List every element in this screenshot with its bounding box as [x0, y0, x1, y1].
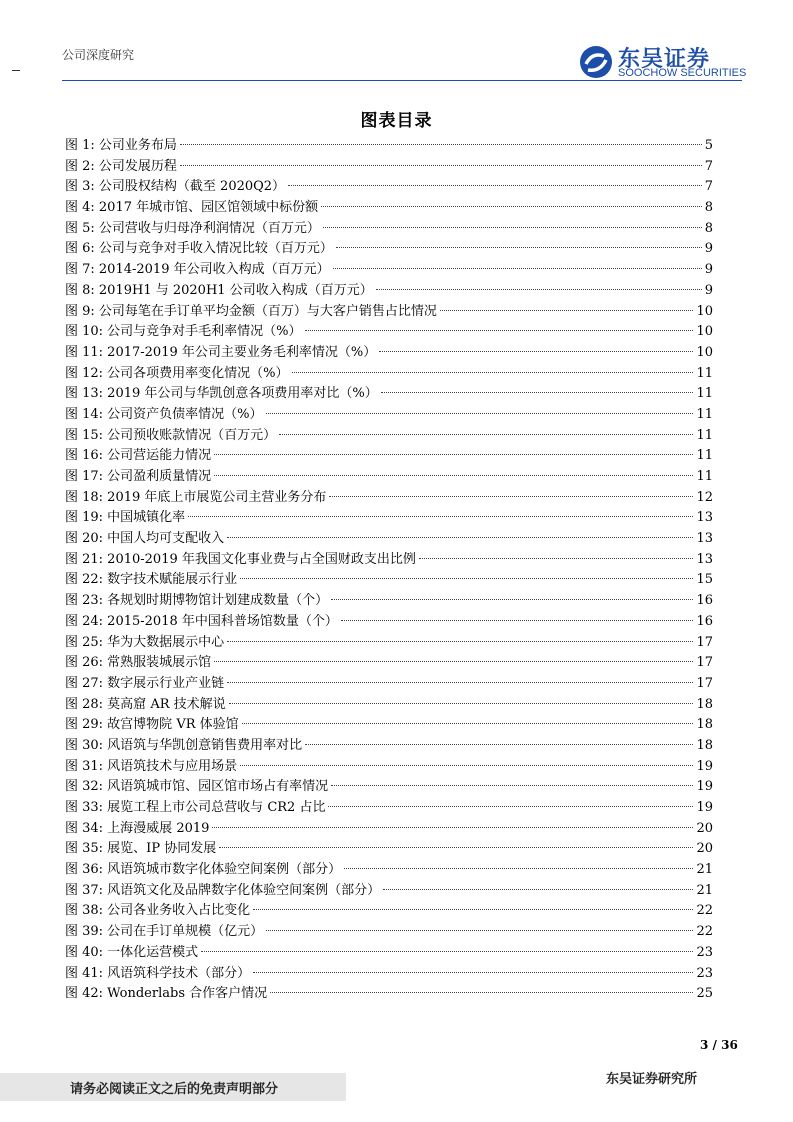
toc-entry-label[interactable]: 图 10: 公司与竞争对手毛利率情况（%） [65, 324, 302, 340]
toc-leader-dots [333, 268, 702, 269]
toc-entry-label[interactable]: 图 11: 2017-2019 年公司主要业务毛利率情况（%） [65, 344, 377, 360]
toc-entry-page[interactable]: 18 [696, 737, 713, 753]
toc-entry-page[interactable]: 17 [696, 655, 713, 671]
toc-leader-dots [253, 909, 693, 910]
toc-entry-page[interactable]: 16 [696, 613, 713, 629]
toc-leader-dots [419, 558, 694, 559]
toc-entry-page[interactable]: 11 [696, 469, 713, 484]
toc-entry-label[interactable]: 图 28: 莫高窟 AR 技术解说 [65, 696, 226, 712]
toc-entry-page[interactable]: 13 [696, 531, 713, 547]
toc-entry-label[interactable]: 图 26: 常熟服装城展示馆 [65, 655, 212, 671]
toc-entry-page[interactable]: 8 [704, 200, 713, 216]
toc-entry-page[interactable]: 11 [696, 427, 713, 443]
toc-entry-page[interactable]: 19 [696, 800, 713, 815]
report-section-label: 公司深度研究 [62, 48, 135, 62]
toc-leader-dots [242, 723, 694, 724]
toc-leader-dots [383, 889, 693, 890]
toc-entry-label[interactable]: 图 2: 公司发展历程 [65, 158, 177, 174]
toc-entry[interactable] [65, 364, 713, 385]
toc-leader-dots [253, 972, 693, 973]
toc-entry[interactable] [65, 136, 713, 157]
toc-entry-page[interactable]: 11 [696, 365, 713, 381]
toc-entry[interactable] [65, 281, 713, 302]
toc-entry-page[interactable]: 9 [704, 282, 713, 298]
toc-entry-page[interactable]: 8 [704, 220, 713, 236]
figure-toc [65, 136, 713, 1005]
toc-leader-dots [344, 868, 693, 869]
toc-entry[interactable] [65, 901, 713, 922]
toc-leader-dots [214, 661, 693, 662]
toc-entry[interactable] [65, 881, 713, 902]
toc-leader-dots [188, 516, 693, 517]
footer-disclaimer: 请务必阅读正文之后的免责声明部分 [70, 1082, 279, 1097]
toc-leader-dots [201, 951, 693, 952]
toc-entry-label[interactable]: 图 14: 公司资产负债率情况（%） [65, 406, 263, 422]
toc-entry-page[interactable]: 23 [696, 965, 713, 981]
toc-leader-dots [321, 206, 702, 207]
toc-leader-dots [240, 765, 693, 766]
toc-entry[interactable] [65, 157, 713, 178]
toc-leader-dots [331, 785, 693, 786]
toc-entry[interactable] [65, 612, 713, 633]
toc-entry-label[interactable]: 图 20: 中国人均可支配收入 [65, 531, 225, 547]
toc-entry-label[interactable]: 图 1: 公司业务布局 [65, 138, 177, 153]
toc-entry[interactable] [65, 591, 713, 612]
toc-entry-page[interactable]: 7 [704, 179, 713, 195]
toc-leader-dots [214, 475, 693, 476]
toc-entry-label[interactable]: 图 18: 2019 年底上市展览公司主营业务分布 [65, 489, 327, 505]
toc-entry-label[interactable]: 图 29: 故宫博物院 VR 体验馆 [65, 717, 239, 733]
toc-entry[interactable] [65, 343, 713, 364]
toc-entry[interactable] [65, 757, 713, 778]
toc-leader-dots [305, 330, 694, 331]
toc-entry-label[interactable]: 图 5: 公司营收与归母净利润情况（百万元） [65, 220, 320, 236]
toc-entry-label[interactable]: 图 19: 中国城镇化率 [65, 510, 186, 526]
toc-entry-page[interactable]: 16 [696, 593, 713, 609]
toc-entry[interactable] [65, 943, 713, 964]
toc-entry-label[interactable]: 图 23: 各规划时期博物馆计划建成数量（个） [65, 593, 329, 609]
toc-entry[interactable] [65, 405, 713, 426]
toc-leader-dots [227, 641, 693, 642]
toc-entry-label[interactable]: 图 42: Wonderlabs 合作客户情况 [65, 986, 268, 1002]
toc-leader-dots [329, 496, 693, 497]
toc-entry[interactable] [65, 633, 713, 654]
toc-entry-label[interactable]: 图 31: 风语筑技术与应用场景 [65, 758, 238, 774]
footer-organization: 东吴证券研究所 [606, 1072, 698, 1087]
toc-entry[interactable] [65, 819, 713, 840]
toc-entry-page[interactable]: 9 [704, 241, 713, 257]
toc-leader-dots [266, 930, 693, 931]
toc-entry-page[interactable]: 25 [696, 986, 713, 1002]
toc-entry[interactable] [65, 922, 713, 943]
toc-entry-label[interactable]: 图 12: 公司各项费用率变化情况（%） [65, 365, 289, 381]
toc-entry[interactable] [65, 964, 713, 985]
toc-leader-dots [227, 682, 693, 683]
toc-entry[interactable] [65, 446, 713, 467]
toc-entry[interactable] [65, 198, 713, 219]
toc-entry[interactable] [65, 508, 713, 529]
toc-entry-label[interactable]: 图 38: 公司各业务收入占比变化 [65, 903, 251, 919]
toc-entry-page[interactable]: 21 [696, 862, 713, 878]
toc-entry-label[interactable]: 图 3: 公司股权结构（截至 2020Q2） [65, 179, 286, 195]
toc-entry-label[interactable]: 图 34: 上海漫威展 2019 [65, 820, 210, 836]
toc-entry-label[interactable]: 图 15: 公司预收账款情况（百万元） [65, 427, 277, 443]
toc-entry[interactable] [65, 529, 713, 550]
toc-leader-dots [323, 227, 702, 228]
toc-entry[interactable] [65, 550, 713, 571]
toc-entry-page[interactable]: 18 [696, 717, 713, 733]
toc-entry-page[interactable]: 22 [696, 903, 713, 919]
toc-entry[interactable] [65, 984, 713, 1005]
toc-entry[interactable] [65, 736, 713, 757]
logo-english-name: SOOCHOW SECURITIES [618, 67, 747, 79]
header-rule [62, 80, 742, 81]
toc-entry-page[interactable]: 20 [696, 841, 713, 857]
soochow-logo-icon [578, 44, 614, 80]
toc-entry-page[interactable]: 5 [704, 138, 713, 153]
header-dash [12, 70, 20, 71]
soochow-logo [578, 42, 748, 82]
toc-entry[interactable] [65, 860, 713, 881]
toc-entry-page[interactable]: 21 [696, 882, 713, 898]
toc-entry[interactable] [65, 384, 713, 405]
toc-entry-label[interactable]: 图 24: 2015-2018 年中国科普场馆数量（个） [65, 613, 338, 629]
toc-leader-dots [341, 620, 694, 621]
toc-leader-dots [180, 144, 702, 145]
toc-entry[interactable] [65, 798, 713, 819]
toc-leader-dots [279, 434, 693, 435]
toc-leader-dots [381, 392, 694, 393]
toc-leader-dots [376, 289, 702, 290]
toc-leader-dots [440, 310, 694, 311]
toc-entry-page[interactable]: 10 [696, 344, 713, 360]
toc-leader-dots [328, 806, 693, 807]
toc-leader-dots [266, 413, 694, 414]
toc-entry-page[interactable]: 23 [696, 944, 713, 960]
toc-entry-page[interactable]: 18 [696, 696, 713, 712]
toc-entry-label[interactable]: 图 27: 数字展示行业产业链 [65, 675, 225, 691]
toc-leader-dots [331, 599, 693, 600]
toc-entry[interactable] [65, 777, 713, 798]
toc-entry[interactable] [65, 322, 713, 343]
toc-entry-page[interactable]: 10 [696, 324, 713, 340]
toc-entry-label[interactable]: 图 30: 风语筑与华凯创意销售费用率对比 [65, 737, 303, 753]
toc-entry-page[interactable]: 7 [704, 158, 713, 174]
toc-entry-label[interactable]: 图 35: 展览、IP 协同发展 [65, 841, 217, 857]
toc-entry-label[interactable]: 图 40: 一体化运营模式 [65, 944, 199, 960]
toc-entry-label[interactable]: 图 9: 公司每笔在手订单平均金额（百万）与大客户销售占比情况 [65, 303, 437, 319]
toc-leader-dots [229, 703, 694, 704]
toc-leader-dots [379, 351, 693, 352]
toc-leader-dots [292, 372, 694, 373]
toc-leader-dots [219, 847, 693, 848]
toc-entry[interactable] [65, 426, 713, 447]
toc-entry-page[interactable]: 22 [696, 924, 713, 940]
toc-entry-label[interactable]: 图 25: 华为大数据展示中心 [65, 634, 225, 650]
toc-entry[interactable] [65, 695, 713, 716]
page-number: 3 / 36 [700, 1038, 738, 1052]
toc-entry[interactable] [65, 177, 713, 198]
toc-entry-page[interactable]: 20 [696, 820, 713, 836]
toc-entry-label[interactable]: 图 17: 公司盈利质量情况 [65, 469, 212, 484]
toc-leader-dots [180, 165, 702, 166]
toc-entry-page[interactable]: 11 [696, 448, 713, 464]
toc-entry-label[interactable]: 图 33: 展览工程上市公司总营收与 CR2 占比 [65, 800, 326, 815]
toc-leader-dots [240, 578, 693, 579]
toc-entry[interactable] [65, 488, 713, 509]
toc-entry[interactable] [65, 715, 713, 736]
logo-chinese-name: 东吴证券 [618, 47, 711, 72]
toc-entry-page[interactable]: 13 [696, 551, 713, 567]
toc-entry-page[interactable]: 13 [696, 510, 713, 526]
toc-entry-label[interactable]: 图 8: 2019H1 与 2020H1 公司收入构成（百万元） [65, 282, 373, 298]
toc-leader-dots [214, 454, 693, 455]
toc-entry-page[interactable]: 17 [696, 675, 713, 691]
toc-entry[interactable] [65, 674, 713, 695]
toc-entry[interactable] [65, 570, 713, 591]
toc-entry[interactable] [65, 302, 713, 323]
toc-leader-dots [305, 744, 693, 745]
toc-leader-dots [270, 992, 693, 993]
toc-entry[interactable] [65, 239, 713, 260]
toc-entry-page[interactable]: 17 [696, 634, 713, 650]
toc-entry[interactable] [65, 260, 713, 281]
toc-entry[interactable] [65, 839, 713, 860]
toc-entry-label[interactable]: 图 4: 2017 年城市馆、园区馆领域中标份额 [65, 200, 319, 216]
toc-entry-page[interactable]: 15 [696, 572, 713, 588]
toc-leader-dots [227, 537, 693, 538]
toc-entry-label[interactable]: 图 39: 公司在手订单规模（亿元） [65, 924, 264, 940]
toc-entry-page[interactable]: 12 [696, 489, 713, 505]
toc-entry-label[interactable]: 图 32: 风语筑城市馆、园区馆市场占有率情况 [65, 779, 329, 795]
toc-entry-label[interactable]: 图 16: 公司营运能力情况 [65, 448, 212, 464]
toc-entry-label[interactable]: 图 7: 2014-2019 年公司收入构成（百万元） [65, 262, 330, 278]
toc-entry-page[interactable]: 19 [696, 779, 713, 795]
toc-entry-label[interactable]: 图 37: 风语筑文化及品牌数字化体验空间案例（部分） [65, 882, 381, 898]
toc-entry-label[interactable]: 图 13: 2019 年公司与华凯创意各项费用率对比（%） [65, 386, 378, 402]
toc-entry-label[interactable]: 图 36: 风语筑城市数字化体验空间案例（部分） [65, 862, 342, 878]
toc-entry-label[interactable]: 图 22: 数字技术赋能展示行业 [65, 572, 238, 588]
toc-entry-label[interactable]: 图 41: 风语筑科学技术（部分） [65, 965, 251, 981]
toc-leader-dots [212, 827, 693, 828]
toc-entry-page[interactable]: 11 [696, 406, 713, 422]
toc-entry-page[interactable]: 9 [704, 262, 713, 278]
toc-entry[interactable] [65, 653, 713, 674]
toc-entry-label[interactable]: 图 21: 2010-2019 年我国文化事业费与占全国财政支出比例 [65, 551, 416, 567]
toc-entry-page[interactable]: 11 [696, 386, 713, 402]
toc-entry-label[interactable]: 图 6: 公司与竞争对手收入情况比较（百万元） [65, 241, 333, 257]
toc-leader-dots [336, 247, 702, 248]
page-title: 图表目录 [360, 111, 433, 131]
toc-entry[interactable] [65, 219, 713, 240]
toc-entry[interactable] [65, 467, 713, 488]
toc-entry-page[interactable]: 10 [696, 303, 713, 319]
toc-leader-dots [288, 185, 702, 186]
toc-entry-page[interactable]: 19 [696, 758, 713, 774]
